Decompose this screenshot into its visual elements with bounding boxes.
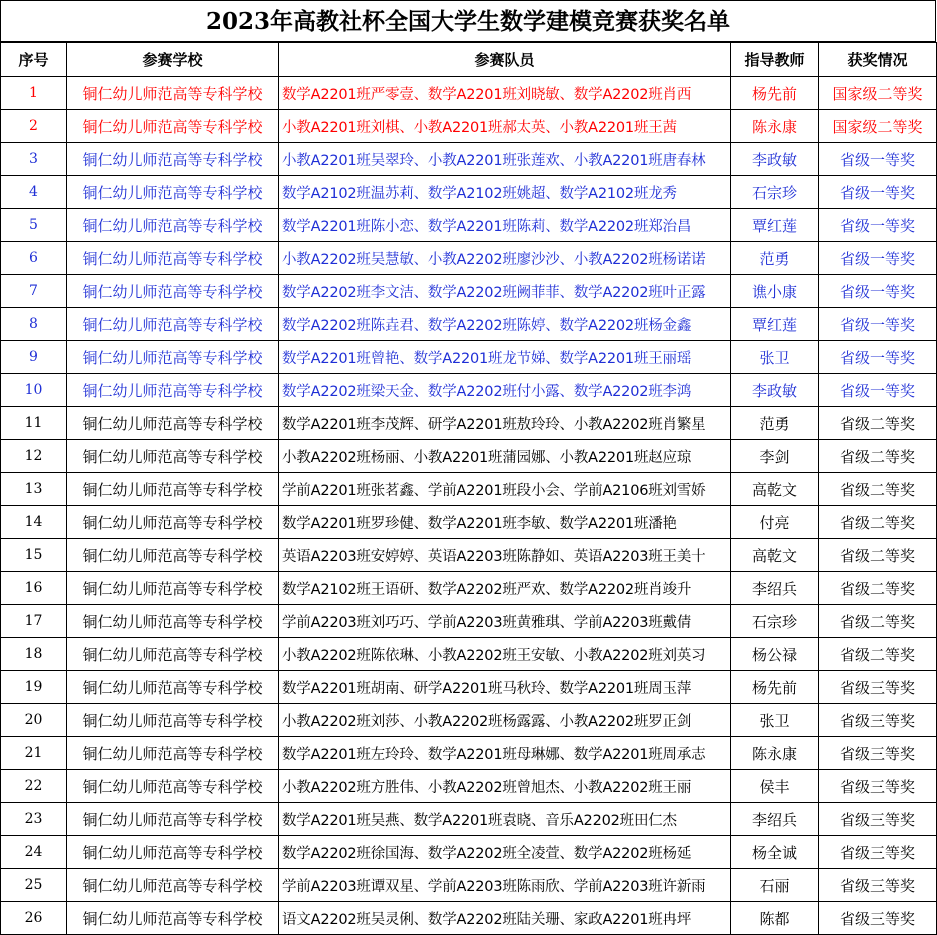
row-advisor: 范勇: [731, 407, 819, 440]
row-award: 省级一等奖: [819, 176, 937, 209]
table-row: [1, 143, 937, 176]
row-index: 8: [1, 308, 67, 341]
row-team: 数学A2201班李茂辉、研学A2201班敖玲玲、小教A2202班肖繁星: [279, 407, 731, 440]
row-index: 9: [1, 341, 67, 374]
row-index: 6: [1, 242, 67, 275]
row-advisor: 杨全诚: [731, 836, 819, 869]
row-index: 1: [1, 77, 67, 110]
row-index: 20: [1, 704, 67, 737]
row-index: 23: [1, 803, 67, 836]
table-row: [1, 803, 937, 836]
row-team: 数学A2202班李文洁、数学A2202班阙菲菲、数学A2202班叶正露: [279, 275, 731, 308]
row-advisor: 杨先前: [731, 671, 819, 704]
row-team: 小教A2202班吴慧敏、小教A2202班廖沙沙、小教A2202班杨诺诺: [279, 242, 731, 275]
row-award: 省级一等奖: [819, 209, 937, 242]
row-index: 17: [1, 605, 67, 638]
row-school: 铜仁幼儿师范高等专科学校: [67, 176, 279, 209]
table-body: [1, 77, 937, 935]
row-award: 省级一等奖: [819, 143, 937, 176]
row-team: 数学A2201班罗珍健、数学A2201班李敏、数学A2201班潘艳: [279, 506, 731, 539]
row-index: 7: [1, 275, 67, 308]
table-row: [1, 176, 937, 209]
row-school: 铜仁幼儿师范高等专科学校: [67, 374, 279, 407]
row-index: 12: [1, 440, 67, 473]
row-award: 省级一等奖: [819, 308, 937, 341]
row-team: 语文A2202班吴灵俐、数学A2202班陆关珊、家政A2201班冉坪: [279, 902, 731, 935]
row-school: 铜仁幼儿师范高等专科学校: [67, 638, 279, 671]
row-advisor: 李政敏: [731, 143, 819, 176]
table-row: [1, 902, 937, 935]
row-index: 26: [1, 902, 67, 935]
row-school: 铜仁幼儿师范高等专科学校: [67, 572, 279, 605]
row-advisor: 李剑: [731, 440, 819, 473]
row-advisor: 张卫: [731, 341, 819, 374]
row-advisor: 谯小康: [731, 275, 819, 308]
row-index: 16: [1, 572, 67, 605]
row-index: 11: [1, 407, 67, 440]
row-award: 省级三等奖: [819, 836, 937, 869]
row-award: 省级二等奖: [819, 473, 937, 506]
header-award: 获奖情况: [819, 43, 937, 77]
row-advisor: 杨先前: [731, 77, 819, 110]
header-row: [1, 43, 937, 77]
row-award: 省级二等奖: [819, 440, 937, 473]
row-school: 铜仁幼儿师范高等专科学校: [67, 308, 279, 341]
row-team: 数学A2102班温苏莉、数学A2102班姚超、数学A2102班龙秀: [279, 176, 731, 209]
row-team: 小教A2202班刘莎、小教A2202班杨露露、小教A2202班罗正剑: [279, 704, 731, 737]
row-index: 13: [1, 473, 67, 506]
row-advisor: 陈永康: [731, 737, 819, 770]
table-row: [1, 869, 937, 902]
row-school: 铜仁幼儿师范高等专科学校: [67, 704, 279, 737]
row-school: 铜仁幼儿师范高等专科学校: [67, 605, 279, 638]
row-award: 省级三等奖: [819, 671, 937, 704]
row-index: 15: [1, 539, 67, 572]
table-row: [1, 407, 937, 440]
row-index: 25: [1, 869, 67, 902]
row-school: 铜仁幼儿师范高等专科学校: [67, 440, 279, 473]
header-team: 参赛队员: [279, 43, 731, 77]
row-index: 21: [1, 737, 67, 770]
row-school: 铜仁幼儿师范高等专科学校: [67, 473, 279, 506]
row-advisor: 杨公禄: [731, 638, 819, 671]
table-row: [1, 836, 937, 869]
row-team: 小教A2201班刘棋、小教A2201班郝太英、小教A2201班王茜: [279, 110, 731, 143]
row-team: 小教A2202班陈依琳、小教A2202班王安敏、小教A2202班刘英习: [279, 638, 731, 671]
row-team: 数学A2202班陈垚君、数学A2202班陈婷、数学A2202班杨金鑫: [279, 308, 731, 341]
table-row: [1, 341, 937, 374]
row-index: 22: [1, 770, 67, 803]
table-row: [1, 737, 937, 770]
row-school: 铜仁幼儿师范高等专科学校: [67, 143, 279, 176]
row-school: 铜仁幼儿师范高等专科学校: [67, 869, 279, 902]
row-school: 铜仁幼儿师范高等专科学校: [67, 341, 279, 374]
row-index: 4: [1, 176, 67, 209]
row-school: 铜仁幼儿师范高等专科学校: [67, 110, 279, 143]
row-team: 数学A2201班陈小恋、数学A2201班陈莉、数学A2202班郑治昌: [279, 209, 731, 242]
row-team: 数学A2202班徐国海、数学A2202班全凌萱、数学A2202班杨延: [279, 836, 731, 869]
row-team: 数学A2201班曾艳、数学A2201班龙节娣、数学A2201班王丽瑶: [279, 341, 731, 374]
header-school: 参赛学校: [67, 43, 279, 77]
row-award: 省级一等奖: [819, 275, 937, 308]
row-team: 数学A2201班吴燕、数学A2201班袁晓、音乐A2202班田仁杰: [279, 803, 731, 836]
row-advisor: 石丽: [731, 869, 819, 902]
row-school: 铜仁幼儿师范高等专科学校: [67, 275, 279, 308]
row-advisor: 陈都: [731, 902, 819, 935]
row-team: 学前A2201班张茗鑫、学前A2201班段小会、学前A2106班刘雪娇: [279, 473, 731, 506]
row-school: 铜仁幼儿师范高等专科学校: [67, 803, 279, 836]
table-row: [1, 770, 937, 803]
row-award: 省级三等奖: [819, 737, 937, 770]
row-team: 数学A2201班严零壹、数学A2201班刘晓敏、数学A2202班肖西: [279, 77, 731, 110]
row-award: 省级三等奖: [819, 704, 937, 737]
row-index: 3: [1, 143, 67, 176]
table-row: [1, 440, 937, 473]
row-award: 省级一等奖: [819, 341, 937, 374]
row-index: 14: [1, 506, 67, 539]
table-row: [1, 242, 937, 275]
row-team: 小教A2202班杨丽、小教A2201班蒲园娜、小教A2201班赵应琼: [279, 440, 731, 473]
row-index: 2: [1, 110, 67, 143]
table-row: [1, 374, 937, 407]
row-advisor: 李绍兵: [731, 803, 819, 836]
row-advisor: 高乾文: [731, 473, 819, 506]
row-team: 数学A2102班王语研、数学A2202班严欢、数学A2202班肖竣升: [279, 572, 731, 605]
table-row: [1, 638, 937, 671]
row-school: 铜仁幼儿师范高等专科学校: [67, 539, 279, 572]
table-row: [1, 605, 937, 638]
row-index: 19: [1, 671, 67, 704]
row-school: 铜仁幼儿师范高等专科学校: [67, 242, 279, 275]
row-school: 铜仁幼儿师范高等专科学校: [67, 737, 279, 770]
row-advisor: 张卫: [731, 704, 819, 737]
row-award: 省级三等奖: [819, 902, 937, 935]
row-advisor: 李政敏: [731, 374, 819, 407]
row-school: 铜仁幼儿师范高等专科学校: [67, 506, 279, 539]
row-index: 5: [1, 209, 67, 242]
row-advisor: 石宗珍: [731, 176, 819, 209]
row-advisor: 石宗珍: [731, 605, 819, 638]
row-team: 数学A2201班左玲玲、数学A2201班母琳娜、数学A2201班周承志: [279, 737, 731, 770]
table-row: [1, 275, 937, 308]
row-advisor: 侯丰: [731, 770, 819, 803]
row-advisor: 陈永康: [731, 110, 819, 143]
row-award: 国家级二等奖: [819, 77, 937, 110]
row-index: 24: [1, 836, 67, 869]
row-award: 省级一等奖: [819, 242, 937, 275]
row-team: 数学A2202班梁天金、数学A2202班付小露、数学A2202班李鸿: [279, 374, 731, 407]
row-advisor: 李绍兵: [731, 572, 819, 605]
row-school: 铜仁幼儿师范高等专科学校: [67, 407, 279, 440]
row-team: 英语A2203班安婷婷、英语A2203班陈静如、英语A2203班王美十: [279, 539, 731, 572]
row-team: 小教A2202班方胜伟、小教A2202班曾旭杰、小教A2202班王丽: [279, 770, 731, 803]
row-index: 18: [1, 638, 67, 671]
row-advisor: 覃红莲: [731, 308, 819, 341]
row-award: 省级二等奖: [819, 539, 937, 572]
table-row: [1, 209, 937, 242]
row-award: 省级二等奖: [819, 605, 937, 638]
row-team: 学前A2203班刘巧巧、学前A2203班黄雅琪、学前A2203班戴倩: [279, 605, 731, 638]
row-award: 省级三等奖: [819, 803, 937, 836]
row-advisor: 覃红莲: [731, 209, 819, 242]
row-award: 省级一等奖: [819, 374, 937, 407]
document-title: 2023年高教社杯全国大学生数学建模竞赛获奖名单: [0, 0, 936, 42]
row-advisor: 付亮: [731, 506, 819, 539]
table-row: [1, 671, 937, 704]
row-award: 省级二等奖: [819, 506, 937, 539]
row-school: 铜仁幼儿师范高等专科学校: [67, 770, 279, 803]
row-team: 数学A2201班胡南、研学A2201班马秋玲、数学A2201班周玉萍: [279, 671, 731, 704]
header-advisor: 指导教师: [731, 43, 819, 77]
table-row: [1, 539, 937, 572]
row-advisor: 高乾文: [731, 539, 819, 572]
award-table: [0, 42, 937, 935]
row-school: 铜仁幼儿师范高等专科学校: [67, 902, 279, 935]
row-award: 省级二等奖: [819, 407, 937, 440]
row-award: 省级三等奖: [819, 770, 937, 803]
row-award: 省级二等奖: [819, 572, 937, 605]
row-advisor: 范勇: [731, 242, 819, 275]
row-team: 小教A2201班吴翠玲、小教A2201班张莲欢、小教A2201班唐春林: [279, 143, 731, 176]
table-row: [1, 473, 937, 506]
row-school: 铜仁幼儿师范高等专科学校: [67, 77, 279, 110]
row-school: 铜仁幼儿师范高等专科学校: [67, 209, 279, 242]
row-team: 学前A2203班谭双星、学前A2203班陈雨欣、学前A2203班许新雨: [279, 869, 731, 902]
table-row: [1, 704, 937, 737]
table-row: [1, 77, 937, 110]
row-index: 10: [1, 374, 67, 407]
row-award: 省级二等奖: [819, 638, 937, 671]
table-row: [1, 506, 937, 539]
row-school: 铜仁幼儿师范高等专科学校: [67, 671, 279, 704]
row-award: 省级三等奖: [819, 869, 937, 902]
table-row: [1, 308, 937, 341]
table-row: [1, 572, 937, 605]
row-school: 铜仁幼儿师范高等专科学校: [67, 836, 279, 869]
row-award: 国家级二等奖: [819, 110, 937, 143]
header-index: 序号: [1, 43, 67, 77]
table-row: [1, 110, 937, 143]
